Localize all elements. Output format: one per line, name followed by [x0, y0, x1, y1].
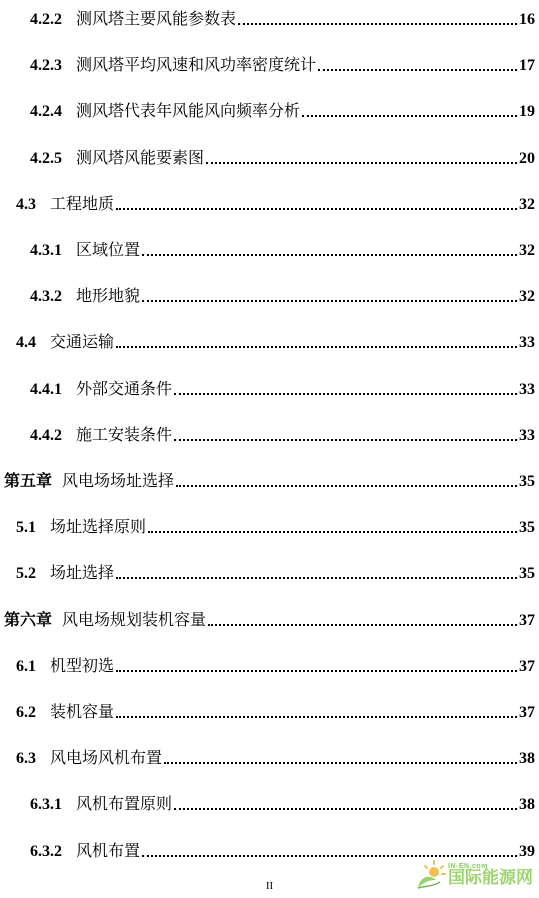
- toc-entry-title: 风电场风机布置: [50, 750, 163, 768]
- toc-dot-leader: [208, 624, 517, 626]
- toc-entry-title: 风电场规划装机容量: [62, 611, 207, 629]
- toc-entry-number: 第五章: [4, 473, 53, 490]
- toc-entry[interactable]: [0, 4, 539, 30]
- toc-entry[interactable]: [0, 605, 539, 631]
- toc-entry-title: 测风塔主要风能参数表: [76, 11, 237, 28]
- toc-entry-page: 38: [519, 796, 535, 814]
- toc-entry-number: 6.3.2: [30, 842, 62, 860]
- toc-entry-number: 4.3: [16, 195, 36, 213]
- toc-entry-number: 4.2.2: [30, 11, 62, 28]
- toc-entry-page: 37: [519, 611, 535, 629]
- toc-entry[interactable]: [0, 327, 539, 353]
- toc-entry-title: 风机布置原则: [76, 796, 173, 814]
- toc-dot-leader: [238, 23, 517, 25]
- toc-entry[interactable]: [0, 143, 539, 169]
- toc-entry[interactable]: [0, 235, 539, 261]
- toc-entry-title: 场址选择原则: [50, 519, 147, 537]
- toc-entry-page: 17: [519, 57, 535, 75]
- toc-entry-page: 32: [519, 288, 535, 306]
- toc-entry-title: 机型初选: [50, 657, 115, 675]
- toc-entry-number: 6.3.1: [30, 796, 62, 814]
- toc-entry[interactable]: [0, 743, 539, 769]
- toc-entry-number: 4.4.1: [30, 380, 62, 398]
- toc-entry-page: 35: [519, 519, 535, 537]
- toc-entry-title: 装机容量: [50, 704, 115, 721]
- toc-entry-page: 32: [519, 195, 535, 213]
- toc-entry-number: 5.1: [16, 519, 36, 537]
- toc-entry-page: 37: [519, 657, 535, 675]
- toc-dot-leader: [174, 393, 517, 395]
- toc-entry-page: 33: [519, 426, 535, 444]
- toc-dot-leader: [174, 439, 517, 441]
- toc-entry-number: 5.2: [16, 565, 36, 583]
- toc-entry-page: 32: [519, 242, 535, 259]
- toc-dot-leader: [302, 115, 517, 117]
- toc-entry[interactable]: [0, 96, 539, 122]
- toc-entry-number: 4.3.2: [30, 288, 62, 306]
- toc-entry-title: 场址选择: [50, 565, 115, 583]
- toc-entry[interactable]: [0, 512, 539, 538]
- toc-entry[interactable]: [0, 420, 539, 446]
- toc-entry-number: 4.2.3: [30, 57, 62, 75]
- sun-leaf-icon: [414, 858, 448, 892]
- toc-entry-number: 4.2.5: [30, 149, 62, 167]
- toc-entry-title: 区域位置: [76, 242, 141, 259]
- toc-entry[interactable]: [0, 651, 539, 677]
- watermark-en: IN-EN.com: [448, 863, 488, 870]
- toc-entry-page: 33: [519, 380, 535, 398]
- toc-entry-number: 4.4.2: [30, 426, 62, 444]
- toc-entry[interactable]: [0, 789, 539, 815]
- toc-entry-page: 38: [519, 750, 535, 768]
- toc-dot-leader: [174, 808, 517, 810]
- toc-dot-leader: [116, 208, 517, 210]
- toc-entry-title: 外部交通条件: [76, 380, 173, 398]
- toc-dot-leader: [164, 762, 517, 764]
- toc-entry-number: 第六章: [4, 611, 53, 629]
- toc-entry-title: 风电场场址选择: [62, 473, 175, 490]
- toc-dot-leader: [142, 300, 517, 302]
- toc-entry-number: 6.3: [16, 750, 36, 768]
- toc-entry-number: 4.4: [16, 334, 36, 352]
- toc-dot-leader: [148, 531, 517, 533]
- toc-dot-leader: [142, 855, 517, 857]
- toc-entry-page: 37: [519, 704, 535, 721]
- toc-entry-title: 风机布置: [76, 842, 141, 860]
- toc-entry[interactable]: [0, 558, 539, 584]
- toc-dot-leader: [116, 716, 517, 718]
- watermark-logo: [414, 858, 533, 892]
- toc-entry-page: 35: [519, 565, 535, 583]
- toc-entry-page: 16: [519, 11, 535, 28]
- toc-entry-page: 33: [519, 334, 535, 352]
- toc-entry-title: 测风塔风能要素图: [76, 149, 205, 167]
- toc-entry-number: 4.2.4: [30, 103, 62, 121]
- toc-entry-number: 6.2: [16, 704, 36, 721]
- toc-entry-title: 工程地质: [50, 195, 115, 213]
- toc-entry-number: 4.3.1: [30, 242, 62, 259]
- toc-entry-title: 测风塔代表年风能风向频率分析: [76, 103, 301, 121]
- toc-entry[interactable]: [0, 189, 539, 215]
- page-number: II: [265, 880, 274, 892]
- toc-entry-page: 39: [519, 842, 535, 860]
- toc-entry-title: 施工安装条件: [76, 426, 173, 444]
- toc-dot-leader: [318, 69, 517, 71]
- toc-entry[interactable]: [0, 374, 539, 400]
- toc-dot-leader: [142, 254, 517, 256]
- toc-entry-title: 测风塔平均风速和风功率密度统计: [76, 57, 317, 75]
- toc-entry-number: 6.1: [16, 657, 36, 675]
- toc-entry[interactable]: [0, 50, 539, 76]
- toc-dot-leader: [116, 670, 517, 672]
- toc-dot-leader: [206, 162, 517, 164]
- toc-entry[interactable]: [0, 281, 539, 307]
- toc-entry-title: 地形地貌: [76, 288, 141, 306]
- toc-entry-page: 20: [519, 149, 535, 167]
- toc-dot-leader: [116, 346, 517, 348]
- toc-entry[interactable]: [0, 697, 539, 723]
- toc-dot-leader: [116, 577, 517, 579]
- toc-entry-page: 19: [519, 103, 535, 121]
- watermark-cn: 国际能源网: [448, 868, 533, 888]
- toc-entry-title: 交通运输: [50, 334, 115, 352]
- toc-entry[interactable]: [0, 466, 539, 492]
- toc-entry-page: 35: [519, 473, 535, 490]
- toc-dot-leader: [176, 485, 517, 487]
